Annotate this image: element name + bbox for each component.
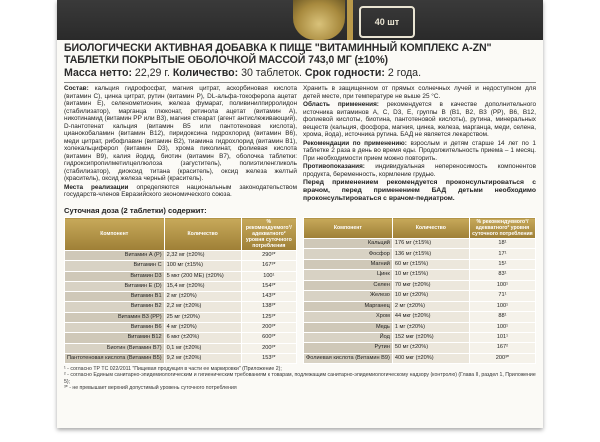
percent-cell: 290³* <box>241 251 296 261</box>
divider <box>64 82 536 83</box>
count-badge: 40 шт <box>359 6 415 38</box>
amount-cell: 70 мкг (±20%) <box>392 280 469 290</box>
mass-value: 22,29 г. <box>131 67 173 79</box>
component-cell: Марганец <box>304 301 393 311</box>
footnote-3: ³* - не превышает верхний допустимый уровень суточного потребления <box>64 384 237 391</box>
percent-cell: 100¹ <box>469 280 535 290</box>
component-cell: Витамин А (Р) <box>65 251 165 261</box>
amount-cell: 50 мг (±20%) <box>392 343 469 353</box>
component-cell: Витамин В12 <box>65 333 165 343</box>
product-title: БИОЛОГИЧЕСКИ АКТИВНАЯ ДОБАВКА К ПИЩЕ "ВИТАМИННЫЙ КОМПЛЕКС A-ZN" ТАБЛЕТКИ ПОКРЫТЫЕ ОБОЛОЧКОЙ МАССОЙ 743,0 МГ (±10%) <box>64 42 492 66</box>
percent-cell: 200³* <box>241 323 296 333</box>
amount-cell: 176 мг (±15%) <box>392 239 469 249</box>
amount-cell: 2,32 мг (±20%) <box>164 251 241 261</box>
table-row <box>304 239 536 249</box>
amount-cell: 44 мкг (±20%) <box>392 312 469 322</box>
component-cell: Железо <box>304 291 393 301</box>
label-content <box>64 42 536 391</box>
amount-cell: 2 мг (±20%) <box>392 301 469 311</box>
table-row <box>304 332 536 342</box>
table-row <box>304 249 536 259</box>
usage <box>303 140 536 163</box>
component-cell: Фолиевая кислота (Витамин В9) <box>304 353 393 363</box>
table-row <box>65 333 297 343</box>
mass-label: Масса нетто: <box>64 67 132 79</box>
percent-cell: 200³* <box>469 353 535 363</box>
component-cell: Фосфор <box>304 249 393 259</box>
left-column <box>64 85 297 204</box>
col-percent: % рекомендуемого¹/ адекватного² уровня суточного потребления <box>241 218 296 251</box>
table-row <box>65 251 297 261</box>
amount-cell: 152 мкг (±20%) <box>392 332 469 342</box>
percent-cell: 167³* <box>241 261 296 271</box>
component-cell: Хром <box>304 312 393 322</box>
component-cell: Магний <box>304 259 393 269</box>
table-row <box>304 301 536 311</box>
composition-text: кальция гидрофосфат, магния цитрат, аскорбиновая кислота (витамин С), цинка цитрат, рутин (витамин Р), DL-альфа-токоферола ацетат (витамин Е), селенометионин, железа фумарат, поливинилпирролидон (стабилизатор), марганца глюконат, ретинола ацетат (витамин А), никотинамид (витамин РР или В3), магния стеарат (агент антислеживающий), D-пантотенат кальция (витамин В5 или пантотеновая кислота), цианокобаламин (витамин В12), пиридоксина гидрохлорид (витамин В6), меди цитрат, рибофлавин (витамин В2), тиамина гидрохлорид (витамин В1), холекальциферол (витамин D3), хрома пиколинат, фолиевая кислота (витамин В9), калия йодид, биотин (витамин В7), оболочка таблетки: гидроксипропилметилцеллюлоза (загуститель), полиэтиленгликоль (стабилизатор), диоксид титана (краситель), оксид железа желтый (краситель), оксид железа черный (краситель). <box>64 85 297 182</box>
amount-cell: 15,4 мг (±20%) <box>164 281 241 291</box>
component-cell: Йод <box>304 332 393 342</box>
amount-cell: 2 мг (±20%) <box>164 292 241 302</box>
table-row <box>65 292 297 302</box>
dose-table-right <box>303 217 536 364</box>
percent-cell: 15¹ <box>469 259 535 269</box>
amount-cell: 25 мг (±20%) <box>164 312 241 322</box>
contraindications <box>303 163 536 178</box>
percent-cell: 88¹ <box>469 312 535 322</box>
table-row <box>304 291 536 301</box>
table-row <box>65 343 297 353</box>
col-component: Компонент <box>304 218 393 239</box>
component-cell: Витамин В3 (РР) <box>65 312 165 322</box>
top-flap <box>57 0 543 40</box>
percent-cell: 101¹ <box>469 332 535 342</box>
component-cell: Витамин В6 <box>65 323 165 333</box>
place-label: Места реализации <box>64 183 129 191</box>
component-cell: Медь <box>304 322 393 332</box>
table-row <box>65 312 297 322</box>
area-label: Область применения: <box>303 101 379 108</box>
footnote-2: ² - согласно Единым санитарно-эпидемиологическим и гигиеническим требованиям к товарам, подлежащим санитарно-эпидемиологическому надзору (контролю) (Глава II, раздел 1, Приложение 5); <box>64 372 536 385</box>
qty-value: 30 таблеток. <box>238 67 305 79</box>
table-row <box>304 353 536 363</box>
component-cell: Биотин (Витамин В7) <box>65 343 165 353</box>
table-row <box>304 343 536 353</box>
percent-cell: 17¹ <box>469 249 535 259</box>
table-row <box>65 281 297 291</box>
table-row <box>304 312 536 322</box>
percent-cell: 138³* <box>241 302 296 312</box>
application-area <box>303 101 536 139</box>
area-text: рекомендуется в качестве дополнительного источника витаминов А, С, D3, Е, группы В (В1, В2, В3 (РР), В6, В12, фолиевой кислоты, биотина, пантотеновой кислоты), рутина, минеральных веществ (кальция, фосфора, магния, цинка, железа, марганца, меди, селена, хрома, йода), источника рутина. БАД не является лекарством. <box>303 101 536 138</box>
table-row <box>65 271 297 281</box>
contra-label: Противопоказания: <box>303 163 365 170</box>
amount-cell: 0,1 мг (±20%) <box>164 343 241 353</box>
percent-cell: 200³* <box>241 343 296 353</box>
component-cell: Витамин D3 <box>65 271 165 281</box>
table-row <box>65 323 297 333</box>
percent-cell: 83¹ <box>469 270 535 280</box>
amount-cell: 400 мкг (±20%) <box>392 353 469 363</box>
percent-cell: 153³* <box>241 353 296 363</box>
table-row <box>304 322 536 332</box>
amount-cell: 100 мг (±15%) <box>164 261 241 271</box>
sale-places <box>64 184 297 199</box>
right-column <box>303 85 536 204</box>
component-cell: Кальций <box>304 239 393 249</box>
product-box <box>57 0 543 428</box>
composition-label: Состав: <box>64 85 89 92</box>
logo-badge <box>293 0 345 40</box>
percent-cell: 167² <box>469 343 535 353</box>
percent-cell: 100¹ <box>469 301 535 311</box>
footnotes <box>64 366 536 391</box>
shelf-label: Срок годности: <box>304 67 385 79</box>
percent-cell: 100¹ <box>469 322 535 332</box>
amount-cell: 1 мг (±20%) <box>392 322 469 332</box>
qty-label: Количество: <box>172 67 239 79</box>
component-cell: Витамин С <box>65 261 165 271</box>
dose-title: Суточная доза (2 таблетки) содержит: <box>64 206 207 215</box>
dose-table-left <box>64 217 297 364</box>
percent-cell: 600³* <box>241 333 296 343</box>
footnote-1: ¹ - согласно ТР ТС 022/2011 "Пищевая продукция в части ее маркировки" (Приложение 2); <box>64 366 282 373</box>
table-row <box>304 259 536 269</box>
amount-cell: 4 мг (±20%) <box>164 323 241 333</box>
component-cell: Витамин В1 <box>65 292 165 302</box>
percent-cell: 154³* <box>241 281 296 291</box>
place-text: определяются национальным законодательством государств-членов Евразийского экономического союза. <box>64 183 297 198</box>
composition <box>64 85 297 183</box>
component-cell: Пантотеновая кислота (Витамин В5) <box>65 353 165 363</box>
component-cell: Селен <box>304 280 393 290</box>
component-cell: Цинк <box>304 270 393 280</box>
table-row <box>304 270 536 280</box>
amount-cell: 5 мкг (200 МЕ) (±20%) <box>164 271 241 281</box>
col-amount: Количество <box>392 218 469 239</box>
warning-text: Перед применением рекомендуется проконсультироваться с врачом, перед применением БАД детьми необходимо проконсультироваться с врачом-педиатром. <box>303 179 536 202</box>
amount-cell: 9,2 мг (±20%) <box>164 353 241 363</box>
component-cell: Витамин В2 <box>65 302 165 312</box>
text-columns <box>64 85 536 204</box>
component-cell: Рутин <box>304 343 393 353</box>
amount-cell: 60 мг (±15%) <box>392 259 469 269</box>
col-amount: Количество <box>164 218 241 251</box>
shelf-value: 2 года. <box>384 67 422 79</box>
amount-cell: 10 мг (±20%) <box>392 291 469 301</box>
percent-cell: 143³* <box>241 292 296 302</box>
col-percent: % рекомендуемого¹/ адекватного² уровня суточного потребления <box>469 218 535 239</box>
usage-text: взрослым и детям старше 14 лет по 1 таблетке 2 раза в день во время еды. Продолжительность приема – 1 месяц. При необходимости прием можно повторить. <box>303 139 536 162</box>
table-row <box>65 302 297 312</box>
percent-cell: 125³* <box>241 312 296 322</box>
dose-tables <box>64 217 536 364</box>
contra-text: индивидуальная непереносимость компонентов продукта, беременность, кормление грудью. <box>303 163 536 178</box>
component-cell: Витамин Е (D) <box>65 281 165 291</box>
percent-cell: 18¹ <box>469 239 535 249</box>
table-row <box>65 261 297 271</box>
percent-cell: 71¹ <box>469 291 535 301</box>
amount-cell: 136 мг (±15%) <box>392 249 469 259</box>
col-component: Компонент <box>65 218 165 251</box>
amount-cell: 2,2 мг (±20%) <box>164 302 241 312</box>
usage-label: Рекомендации по применению: <box>303 139 407 147</box>
gold-stripe <box>347 0 353 40</box>
amount-cell: 6 мкг (±20%) <box>164 333 241 343</box>
table-row <box>304 280 536 290</box>
amount-cell: 10 мг (±15%) <box>392 270 469 280</box>
percent-cell: 100¹ <box>241 271 296 281</box>
net-info <box>64 67 536 80</box>
storage-text: Хранить в защищенном от прямых солнечных лучей и недоступном для детей месте, при температуре не выше 25 °С. <box>303 85 536 100</box>
table-row <box>65 353 297 363</box>
